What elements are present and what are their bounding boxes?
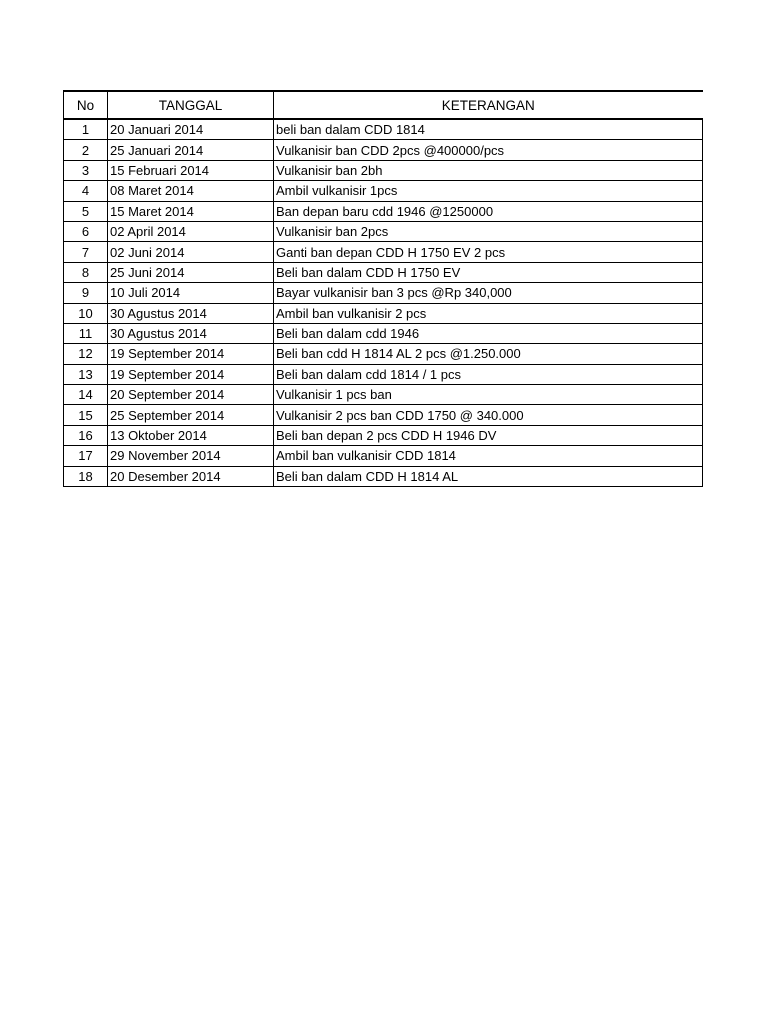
cell-date: 08 Maret 2014 xyxy=(108,181,274,201)
cell-date: 19 September 2014 xyxy=(108,364,274,384)
cell-no: 16 xyxy=(64,425,108,445)
table-row xyxy=(64,160,703,180)
table-row xyxy=(64,385,703,405)
cell-description: Ban depan baru cdd 1946 @1250000 xyxy=(274,201,703,221)
cell-description: Beli ban dalam CDD H 1814 AL xyxy=(274,466,703,486)
cell-date: 30 Agustus 2014 xyxy=(108,323,274,343)
cell-description: Beli ban depan 2 pcs CDD H 1946 DV xyxy=(274,425,703,445)
cell-date: 20 September 2014 xyxy=(108,385,274,405)
table-row xyxy=(64,405,703,425)
cell-date: 20 Desember 2014 xyxy=(108,466,274,486)
cell-description: Beli ban dalam cdd 1814 / 1 pcs xyxy=(274,364,703,384)
cell-description: Ganti ban depan CDD H 1750 EV 2 pcs xyxy=(274,242,703,262)
cell-description: Ambil ban vulkanisir CDD 1814 xyxy=(274,446,703,466)
cell-no: 3 xyxy=(64,160,108,180)
cell-no: 2 xyxy=(64,140,108,160)
cell-description: Beli ban dalam CDD H 1750 EV xyxy=(274,262,703,282)
cell-date: 29 November 2014 xyxy=(108,446,274,466)
spreadsheet-page xyxy=(63,90,702,487)
cell-no: 7 xyxy=(64,242,108,262)
cell-date: 02 April 2014 xyxy=(108,221,274,241)
header-no: No xyxy=(64,91,108,119)
cell-date: 15 Februari 2014 xyxy=(108,160,274,180)
table-row xyxy=(64,119,703,140)
table-row xyxy=(64,323,703,343)
cell-description: Ambil ban vulkanisir 2 pcs xyxy=(274,303,703,323)
cell-date: 13 Oktober 2014 xyxy=(108,425,274,445)
cell-description: beli ban dalam CDD 1814 xyxy=(274,119,703,140)
table-row xyxy=(64,140,703,160)
cell-no: 6 xyxy=(64,221,108,241)
cell-no: 4 xyxy=(64,181,108,201)
cell-date: 25 Januari 2014 xyxy=(108,140,274,160)
cell-description: Vulkanisir ban CDD 2pcs @400000/pcs xyxy=(274,140,703,160)
table-row xyxy=(64,364,703,384)
cell-date: 25 September 2014 xyxy=(108,405,274,425)
cell-date: 19 September 2014 xyxy=(108,344,274,364)
tire-log-table xyxy=(63,90,703,487)
header-row xyxy=(64,91,703,119)
cell-date: 30 Agustus 2014 xyxy=(108,303,274,323)
cell-description: Beli ban cdd H 1814 AL 2 pcs @1.250.000 xyxy=(274,344,703,364)
table-row xyxy=(64,181,703,201)
cell-no: 15 xyxy=(64,405,108,425)
table-row xyxy=(64,242,703,262)
table-row xyxy=(64,466,703,486)
table-row xyxy=(64,446,703,466)
cell-date: 20 Januari 2014 xyxy=(108,119,274,140)
table-row xyxy=(64,303,703,323)
cell-no: 13 xyxy=(64,364,108,384)
table-row xyxy=(64,201,703,221)
cell-no: 8 xyxy=(64,262,108,282)
cell-description: Vulkanisir ban 2bh xyxy=(274,160,703,180)
cell-no: 18 xyxy=(64,466,108,486)
cell-no: 10 xyxy=(64,303,108,323)
cell-no: 5 xyxy=(64,201,108,221)
cell-no: 17 xyxy=(64,446,108,466)
cell-no: 11 xyxy=(64,323,108,343)
cell-description: Bayar vulkanisir ban 3 pcs @Rp 340,000 xyxy=(274,283,703,303)
cell-description: Vulkanisir 1 pcs ban xyxy=(274,385,703,405)
table-row xyxy=(64,425,703,445)
table-body xyxy=(64,119,703,487)
cell-no: 1 xyxy=(64,119,108,140)
table-row xyxy=(64,262,703,282)
cell-description: Vulkanisir 2 pcs ban CDD 1750 @ 340.000 xyxy=(274,405,703,425)
header-description: KETERANGAN xyxy=(274,91,703,119)
table-row xyxy=(64,221,703,241)
cell-date: 15 Maret 2014 xyxy=(108,201,274,221)
cell-no: 14 xyxy=(64,385,108,405)
table-header xyxy=(64,91,703,119)
cell-description: Ambil vulkanisir 1pcs xyxy=(274,181,703,201)
cell-no: 12 xyxy=(64,344,108,364)
table-row xyxy=(64,283,703,303)
cell-date: 02 Juni 2014 xyxy=(108,242,274,262)
cell-description: Beli ban dalam cdd 1946 xyxy=(274,323,703,343)
header-date: TANGGAL xyxy=(108,91,274,119)
cell-date: 10 Juli 2014 xyxy=(108,283,274,303)
cell-no: 9 xyxy=(64,283,108,303)
table-row xyxy=(64,344,703,364)
cell-description: Vulkanisir ban 2pcs xyxy=(274,221,703,241)
cell-date: 25 Juni 2014 xyxy=(108,262,274,282)
